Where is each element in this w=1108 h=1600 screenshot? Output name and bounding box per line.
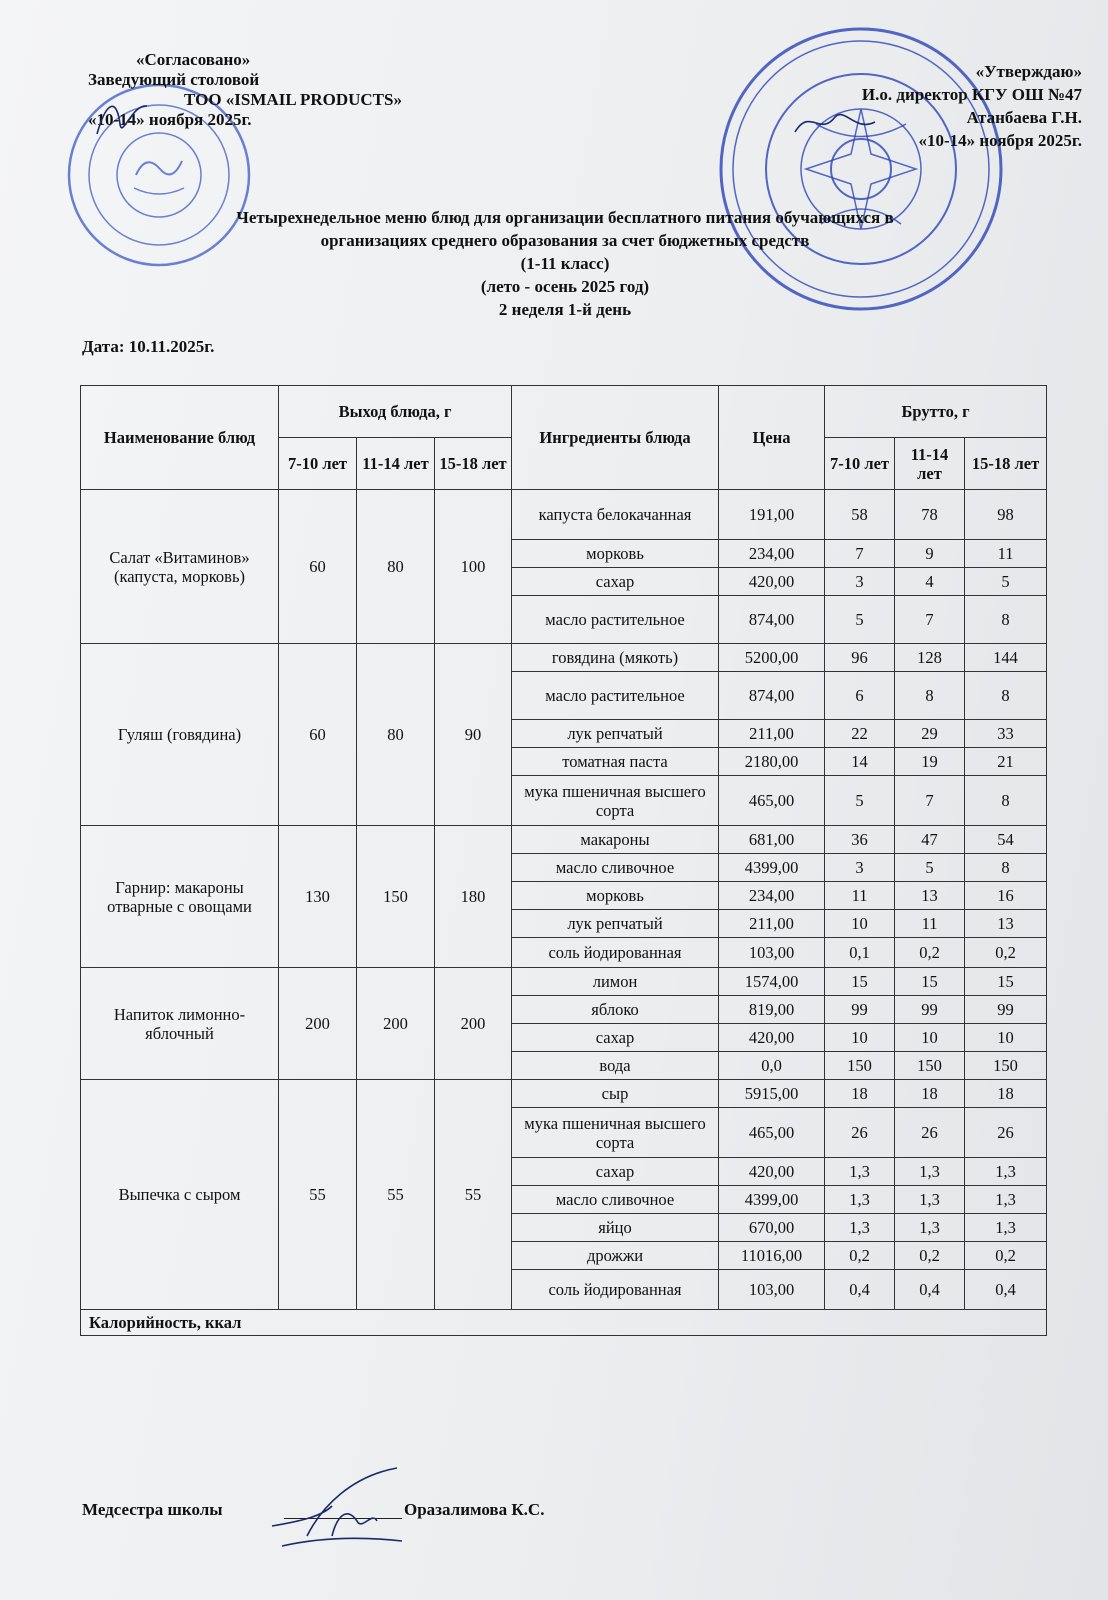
ingredient-gross: 18	[825, 1080, 895, 1108]
ingredient-name: вода	[512, 1052, 719, 1080]
ingredient-gross: 1,3	[825, 1214, 895, 1242]
menu-table-body	[81, 490, 1047, 1336]
ingredient-gross: 3	[825, 854, 895, 882]
ingredient-price: 465,00	[719, 1108, 825, 1158]
ingredient-price: 1574,00	[719, 968, 825, 996]
menu-table	[80, 385, 1047, 1336]
total-row	[81, 1310, 1047, 1336]
dish-yield: 130	[279, 826, 357, 968]
ingredient-price: 4399,00	[719, 1186, 825, 1214]
ingredient-price: 874,00	[719, 596, 825, 644]
approved-date: «10-14» ноября 2025г.	[918, 131, 1082, 150]
ingredient-gross: 0,4	[895, 1270, 965, 1310]
ingredient-name: сыр	[512, 1080, 719, 1108]
ingredient-gross: 26	[825, 1108, 895, 1158]
footer	[82, 1500, 545, 1520]
ingredient-gross: 1,3	[895, 1158, 965, 1186]
ingredient-name: яблоко	[512, 996, 719, 1024]
ingredient-gross: 8	[965, 596, 1047, 644]
ingredient-name: соль йодированная	[512, 1270, 719, 1310]
header-yield-age-7-10: 7-10 лет	[279, 438, 357, 490]
dish-yield: 55	[357, 1080, 435, 1310]
ingredient-gross: 98	[965, 490, 1047, 540]
dish-yield: 100	[435, 490, 512, 644]
ingredient-gross: 1,3	[825, 1186, 895, 1214]
ingredient-gross: 0,4	[825, 1270, 895, 1310]
ingredient-price: 874,00	[719, 672, 825, 720]
ingredient-name: мука пшеничная высшего сорта	[512, 776, 719, 826]
table-row	[81, 1080, 1047, 1108]
dish-yield: 60	[279, 644, 357, 826]
ingredient-name: макароны	[512, 826, 719, 854]
ingredient-gross: 0,2	[825, 1242, 895, 1270]
ingredient-gross: 3	[825, 568, 895, 596]
ingredient-price: 670,00	[719, 1214, 825, 1242]
ingredient-price: 420,00	[719, 1158, 825, 1186]
ingredient-gross: 10	[825, 910, 895, 938]
ingredient-gross: 8	[965, 854, 1047, 882]
dish-name: Салат «Витаминов» (капуста, морковь)	[81, 490, 279, 644]
ingredient-gross: 99	[825, 996, 895, 1024]
header-gross: Брутто, г	[825, 386, 1047, 438]
ingredient-price: 211,00	[719, 910, 825, 938]
ingredient-gross: 54	[965, 826, 1047, 854]
ingredient-name: лук репчатый	[512, 720, 719, 748]
calories-label: Калорийность, ккал	[81, 1310, 1047, 1336]
ingredient-gross: 8	[965, 672, 1047, 720]
ingredient-price: 4399,00	[719, 854, 825, 882]
director-name: Атанбаева Г.Н.	[966, 108, 1082, 127]
ingredient-gross: 150	[895, 1052, 965, 1080]
ingredient-gross: 47	[895, 826, 965, 854]
ingredient-price: 191,00	[719, 490, 825, 540]
agreed-date: «10-14» ноября 2025г.	[88, 110, 252, 129]
ingredient-gross: 58	[825, 490, 895, 540]
ingredient-gross: 7	[825, 540, 895, 568]
dish-yield: 55	[279, 1080, 357, 1310]
ingredient-gross: 5	[965, 568, 1047, 596]
ingredient-gross: 1,3	[965, 1158, 1047, 1186]
dish-yield: 60	[279, 490, 357, 644]
ingredient-name: масло сливочное	[512, 854, 719, 882]
company-name: ТОО «ISMAIL PRODUCTS»	[184, 90, 402, 109]
director-role: И.о. директор КГУ ОШ №47	[861, 85, 1082, 104]
ingredient-gross: 15	[895, 968, 965, 996]
header-price: Цена	[719, 386, 825, 490]
table-row	[81, 644, 1047, 672]
title-line-5: 2 неделя 1-й день	[498, 300, 632, 319]
ingredient-gross: 8	[965, 776, 1047, 826]
ingredient-gross: 5	[895, 854, 965, 882]
ingredient-gross: 19	[895, 748, 965, 776]
ingredient-name: морковь	[512, 540, 719, 568]
ingredient-gross: 144	[965, 644, 1047, 672]
ingredient-name: мука пшеничная высшего сорта	[512, 1108, 719, 1158]
dish-yield: 80	[357, 644, 435, 826]
nurse-role: Медсестра школы	[82, 1500, 223, 1519]
ingredient-price: 0,0	[719, 1052, 825, 1080]
ingredient-gross: 26	[895, 1108, 965, 1158]
ingredient-gross: 1,3	[825, 1158, 895, 1186]
dish-yield: 200	[279, 968, 357, 1080]
ingredient-gross: 11	[825, 882, 895, 910]
dish-yield: 150	[357, 826, 435, 968]
director-signature	[790, 102, 880, 142]
title-line-4: (лето - осень 2025 год)	[480, 277, 650, 296]
ingredient-name: томатная паста	[512, 748, 719, 776]
approved-label: «Утверждаю»	[975, 62, 1082, 81]
ingredient-name: сахар	[512, 1158, 719, 1186]
ingredient-name: лимон	[512, 968, 719, 996]
ingredient-name: сахар	[512, 568, 719, 596]
ingredient-price: 11016,00	[719, 1242, 825, 1270]
ingredient-gross: 21	[965, 748, 1047, 776]
ingredient-gross: 1,3	[965, 1186, 1047, 1214]
ingredient-name: сахар	[512, 1024, 719, 1052]
ingredient-name: дрожжи	[512, 1242, 719, 1270]
ingredient-price: 2180,00	[719, 748, 825, 776]
nurse-name: Оразалимова К.С.	[404, 1500, 545, 1519]
ingredient-gross: 0,2	[895, 938, 965, 968]
dish-yield: 55	[435, 1080, 512, 1310]
ingredient-gross: 13	[965, 910, 1047, 938]
ingredient-price: 420,00	[719, 1024, 825, 1052]
ingredient-gross: 16	[965, 882, 1047, 910]
canteen-head-role: Заведующий столовой	[88, 70, 260, 89]
ingredient-price: 420,00	[719, 568, 825, 596]
ingredient-gross: 96	[825, 644, 895, 672]
ingredient-name: капуста белокачанная	[512, 490, 719, 540]
ingredient-name: лук репчатый	[512, 910, 719, 938]
ingredient-gross: 9	[895, 540, 965, 568]
ingredient-price: 681,00	[719, 826, 825, 854]
menu-date: Дата: 10.11.2025г.	[82, 337, 215, 356]
ingredient-price: 5200,00	[719, 644, 825, 672]
ingredient-price: 103,00	[719, 938, 825, 968]
ingredient-gross: 1,3	[895, 1214, 965, 1242]
ingredient-gross: 15	[965, 968, 1047, 996]
ingredient-gross: 78	[895, 490, 965, 540]
ingredient-name: яйцо	[512, 1214, 719, 1242]
ingredient-gross: 0,2	[965, 938, 1047, 968]
nurse-signature	[262, 1466, 412, 1556]
ingredient-price: 465,00	[719, 776, 825, 826]
ingredient-price: 819,00	[719, 996, 825, 1024]
table-row	[81, 826, 1047, 854]
ingredient-price: 211,00	[719, 720, 825, 748]
title-line-1: Четырехнедельное меню блюд для организации бесплатного питания обучающихся в	[236, 208, 894, 227]
ingredient-name: масло сливочное	[512, 1186, 719, 1214]
header-dish: Наименование блюд	[81, 386, 279, 490]
ingredient-name: соль йодированная	[512, 938, 719, 968]
header-yield-age-15-18: 15-18 лет	[435, 438, 512, 490]
ingredient-gross: 18	[965, 1080, 1047, 1108]
ingredient-gross: 6	[825, 672, 895, 720]
header-gross-age-11-14: 11-14 лет	[895, 438, 965, 490]
ingredient-gross: 29	[895, 720, 965, 748]
dish-name: Гуляш (говядина)	[81, 644, 279, 826]
title-line-3: (1-11 класс)	[520, 254, 610, 273]
ingredient-gross: 5	[825, 596, 895, 644]
ingredient-gross: 33	[965, 720, 1047, 748]
ingredient-gross: 10	[895, 1024, 965, 1052]
header-ingredients: Ингредиенты блюда	[512, 386, 719, 490]
ingredient-gross: 0,2	[895, 1242, 965, 1270]
ingredient-gross: 13	[895, 882, 965, 910]
header-yield: Выход блюда, г	[279, 386, 512, 438]
ingredient-gross: 0,1	[825, 938, 895, 968]
ingredient-gross: 5	[825, 776, 895, 826]
ingredient-gross: 10	[965, 1024, 1047, 1052]
ingredient-gross: 26	[965, 1108, 1047, 1158]
ingredient-gross: 150	[965, 1052, 1047, 1080]
ingredient-gross: 11	[965, 540, 1047, 568]
dish-yield: 180	[435, 826, 512, 968]
ingredient-gross: 1,3	[895, 1186, 965, 1214]
dish-name: Выпечка с сыром	[81, 1080, 279, 1310]
dish-name: Гарнир: макароны отварные с овощами	[81, 826, 279, 968]
ingredient-gross: 1,3	[965, 1214, 1047, 1242]
ingredient-gross: 4	[895, 568, 965, 596]
ingredient-price: 234,00	[719, 540, 825, 568]
ingredient-gross: 11	[895, 910, 965, 938]
ingredient-gross: 7	[895, 776, 965, 826]
dish-yield: 200	[435, 968, 512, 1080]
ingredient-gross: 99	[965, 996, 1047, 1024]
ingredient-gross: 150	[825, 1052, 895, 1080]
dish-yield: 80	[357, 490, 435, 644]
ingredient-gross: 99	[895, 996, 965, 1024]
table-row	[81, 968, 1047, 996]
ingredient-name: говядина (мякоть)	[512, 644, 719, 672]
dish-name: Напиток лимонно-яблочный	[81, 968, 279, 1080]
ingredient-name: масло растительное	[512, 672, 719, 720]
ingredient-gross: 7	[895, 596, 965, 644]
menu-title	[100, 206, 1030, 321]
header-gross-age-7-10: 7-10 лет	[825, 438, 895, 490]
title-line-2: организациях среднего образования за счет бюджетных средств	[320, 231, 810, 250]
ingredient-name: морковь	[512, 882, 719, 910]
ingredient-price: 234,00	[719, 882, 825, 910]
ingredient-name: масло растительное	[512, 596, 719, 644]
ingredient-gross: 36	[825, 826, 895, 854]
agreed-label: «Согласовано»	[136, 50, 251, 69]
ingredient-gross: 0,4	[965, 1270, 1047, 1310]
ingredient-gross: 10	[825, 1024, 895, 1052]
ingredient-gross: 22	[825, 720, 895, 748]
dish-yield: 90	[435, 644, 512, 826]
ingredient-gross: 18	[895, 1080, 965, 1108]
ingredient-price: 103,00	[719, 1270, 825, 1310]
dish-yield: 200	[357, 968, 435, 1080]
approval-right-block	[862, 60, 1082, 152]
ingredient-gross: 128	[895, 644, 965, 672]
header-gross-age-15-18: 15-18 лет	[965, 438, 1047, 490]
ingredient-gross: 0,2	[965, 1242, 1047, 1270]
header-yield-age-11-14: 11-14 лет	[357, 438, 435, 490]
ingredient-price: 5915,00	[719, 1080, 825, 1108]
ingredient-gross: 8	[895, 672, 965, 720]
ingredient-gross: 14	[825, 748, 895, 776]
canteen-signature	[92, 94, 152, 144]
table-row	[81, 490, 1047, 540]
ingredient-gross: 15	[825, 968, 895, 996]
